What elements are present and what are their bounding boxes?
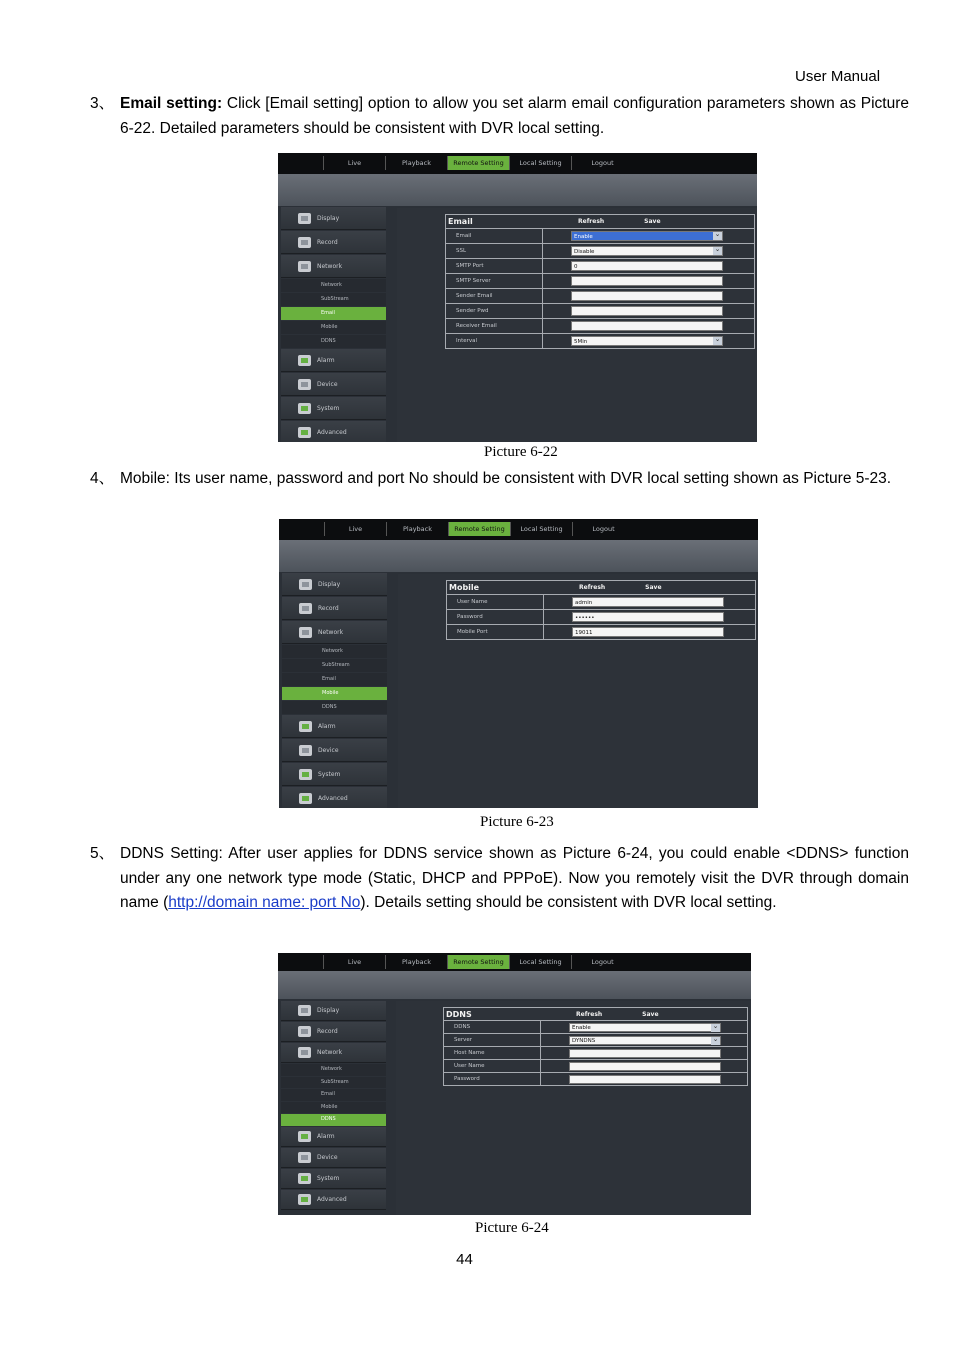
sidebar-label: Device	[317, 380, 338, 388]
dvr-topbar	[278, 153, 757, 174]
sidebar-label: System	[317, 1174, 340, 1182]
sidebar-item-system[interactable]	[282, 763, 387, 786]
refresh-button[interactable]: Refresh	[576, 1010, 603, 1018]
section-ddns	[90, 842, 909, 916]
table-row	[444, 1073, 747, 1085]
table-row	[446, 289, 754, 304]
server-select[interactable]: DYNDNS ⌄	[569, 1036, 721, 1045]
sidebar-label: Advanced	[317, 428, 347, 436]
sidebar-sub-email[interactable]: Email	[282, 673, 387, 686]
system-icon	[299, 769, 312, 780]
tab-logout[interactable]: Logout	[571, 156, 633, 170]
field-label: Password	[447, 610, 544, 624]
receiver-email-input[interactable]	[571, 321, 723, 331]
save-button[interactable]: Save	[642, 1010, 659, 1018]
dvr-screenshot-email	[278, 153, 757, 442]
field-label: Email	[446, 229, 543, 243]
network-icon	[299, 627, 312, 638]
field-label: Interval	[446, 334, 543, 348]
dvr-tab-bar	[324, 522, 634, 536]
sidebar-item-device[interactable]	[282, 739, 387, 762]
sidebar-label: Display	[317, 214, 340, 222]
sidebar-label: Device	[317, 1153, 338, 1161]
field-label: Sender Email	[446, 289, 543, 303]
dvr-topbar	[278, 953, 751, 971]
item-number: 5、	[90, 845, 115, 862]
sidebar-label: Display	[317, 1007, 340, 1014]
sidebar-item-record[interactable]	[281, 1022, 386, 1042]
page-header: User Manual	[795, 68, 881, 85]
sidebar-item-alarm[interactable]	[281, 349, 386, 372]
field-label: User Name	[447, 595, 544, 609]
item-body: ). Details setting should be consistent with DVR local setting.	[360, 894, 777, 911]
network-icon	[298, 261, 311, 272]
table-row	[446, 229, 754, 244]
advanced-icon	[298, 1194, 311, 1205]
dvr-header-band	[279, 540, 758, 572]
table-row	[446, 244, 754, 259]
field-label: Sender Pwd	[446, 304, 543, 318]
sidebar-item-system[interactable]	[281, 397, 386, 420]
dvr-screenshot-mobile	[279, 519, 758, 808]
sidebar-sub-email[interactable]: Email	[281, 1089, 386, 1101]
field-label: Host Name	[444, 1047, 541, 1059]
tab-local-setting[interactable]: Local Setting	[509, 955, 571, 969]
host-name-input[interactable]	[569, 1049, 721, 1058]
email-settings-table	[445, 214, 755, 349]
table-header	[446, 215, 754, 229]
mobile-port-input[interactable]: 19011	[572, 627, 724, 637]
user-name-input[interactable]	[569, 1062, 721, 1071]
table-row	[446, 319, 754, 334]
field-label: SMTP Server	[446, 274, 543, 288]
sidebar-item-record[interactable]	[281, 231, 386, 254]
sender-email-input[interactable]	[571, 291, 723, 301]
sidebar-label: Network	[317, 262, 343, 270]
sidebar-label: Record	[317, 1028, 338, 1035]
ssl-select[interactable]: Disable ⌄	[571, 246, 723, 256]
sidebar-item-device[interactable]	[281, 373, 386, 396]
sidebar-item-display[interactable]	[281, 207, 386, 230]
field-label: Receiver Email	[446, 319, 543, 333]
table-title: Mobile	[449, 583, 480, 592]
caption-picture-6-24: Picture 6-24	[475, 1220, 549, 1236]
sidebar-item-record[interactable]	[282, 597, 387, 620]
network-icon	[298, 1047, 311, 1058]
page-number: 44	[456, 1251, 473, 1268]
item-text: Mobile: Its user name, password and port No should be consistent with DVR local setting shown as Picture 5-23.	[120, 470, 892, 487]
sidebar-sub-substream[interactable]: SubStream	[281, 293, 386, 306]
tab-local-setting[interactable]: Local Setting	[509, 156, 571, 170]
table-title: Email	[448, 217, 473, 226]
email-enable-select[interactable]: Enable ⌄	[571, 231, 723, 241]
sidebar-sub-mobile[interactable]: Mobile	[281, 1102, 386, 1114]
sidebar-label: System	[317, 404, 340, 412]
sidebar-label: Network	[317, 1049, 343, 1056]
smtp-port-input[interactable]: 0	[571, 261, 723, 271]
interval-select[interactable]: 5Min ⌄	[571, 336, 723, 346]
tab-playback[interactable]: Playback	[386, 522, 448, 536]
field-label: SSL	[446, 244, 543, 258]
device-icon	[298, 379, 311, 390]
system-icon	[298, 403, 311, 414]
sidebar-sub-substream[interactable]: SubStream	[282, 659, 387, 672]
dvr-content-panel	[396, 1001, 751, 1215]
tab-logout[interactable]: Logout	[572, 522, 634, 536]
sidebar-item-display[interactable]	[281, 1001, 386, 1021]
sidebar-label: Record	[317, 238, 338, 246]
sidebar-sub-ddns[interactable]: DDNS	[282, 701, 387, 714]
save-button[interactable]: Save	[644, 218, 661, 225]
alarm-icon	[298, 1131, 311, 1142]
dvr-header-band	[278, 174, 757, 206]
tab-remote-setting[interactable]: Remote Setting	[447, 156, 509, 170]
sidebar-label: Advanced	[318, 794, 348, 802]
record-icon	[298, 237, 311, 248]
sidebar-sub-mobile[interactable]: Mobile	[281, 321, 386, 334]
device-icon	[299, 745, 312, 756]
item-body: Click [Email setting] option to allow you set alarm email configuration parameters shown as Picture 6-22. Detailed parameters should be consistent with DVR local setting.	[120, 95, 909, 137]
table-row	[444, 1060, 747, 1073]
sidebar-label: Display	[318, 580, 341, 588]
dvr-sidebar	[282, 573, 387, 808]
dvr-screenshot-ddns	[278, 953, 751, 1215]
sidebar-label: Alarm	[317, 1132, 335, 1140]
item-text	[120, 92, 909, 141]
dvr-topbar	[279, 519, 758, 540]
tab-playback[interactable]: Playback	[385, 156, 447, 170]
advanced-icon	[298, 427, 311, 438]
sidebar-sub-mobile[interactable]: Mobile	[282, 687, 387, 700]
dvr-tab-bar	[323, 156, 633, 170]
dvr-tab-bar	[323, 955, 633, 969]
tab-live[interactable]: Live	[323, 955, 385, 969]
refresh-button[interactable]: Refresh	[579, 584, 606, 591]
sidebar-label: Device	[318, 746, 339, 754]
record-icon	[299, 603, 312, 614]
alarm-icon	[299, 721, 312, 732]
dvr-header-band	[278, 971, 751, 999]
password-input[interactable]	[569, 1075, 721, 1084]
sidebar-item-display[interactable]	[282, 573, 387, 596]
domain-link[interactable]: http://domain name: port No	[168, 894, 361, 911]
display-icon	[299, 579, 312, 590]
table-header	[444, 1008, 747, 1021]
ddns-settings-table	[443, 1007, 748, 1086]
table-row	[446, 274, 754, 289]
table-row	[447, 610, 755, 625]
sidebar-sub-substream[interactable]: SubStream	[281, 1077, 386, 1089]
sidebar-label: Network	[318, 628, 344, 636]
password-input[interactable]: ••••••	[572, 612, 724, 622]
sidebar-item-system[interactable]	[281, 1169, 386, 1189]
table-row	[444, 1047, 747, 1060]
display-icon	[298, 213, 311, 224]
sidebar-item-network[interactable]	[282, 621, 387, 644]
record-icon	[298, 1026, 311, 1037]
sidebar-label: Record	[318, 604, 339, 612]
table-header	[447, 581, 755, 595]
tab-local-setting[interactable]: Local Setting	[510, 522, 572, 536]
caption-picture-6-23: Picture 6-23	[480, 814, 554, 830]
table-row	[444, 1034, 747, 1047]
tab-remote-setting[interactable]: Remote Setting	[448, 522, 510, 536]
table-row	[446, 334, 754, 348]
sidebar-item-alarm[interactable]	[282, 715, 387, 738]
sidebar-label: System	[318, 770, 341, 778]
dvr-sidebar	[281, 1001, 386, 1211]
tab-logout[interactable]: Logout	[571, 955, 633, 969]
item-number: 4、	[90, 470, 115, 487]
table-row	[447, 595, 755, 610]
table-row	[446, 259, 754, 274]
alarm-icon	[298, 355, 311, 366]
item-text	[120, 842, 909, 916]
sidebar-item-alarm[interactable]	[281, 1127, 386, 1147]
table-title: DDNS	[446, 1009, 472, 1019]
sender-pwd-input[interactable]	[571, 306, 723, 316]
device-icon	[298, 1152, 311, 1163]
section-mobile	[90, 467, 909, 492]
tab-playback[interactable]: Playback	[385, 955, 447, 969]
item-lead: Email setting:	[120, 95, 223, 112]
refresh-button[interactable]: Refresh	[578, 218, 605, 225]
sidebar-label: Alarm	[318, 722, 336, 730]
dvr-content-panel	[397, 208, 757, 442]
sidebar-sub-network[interactable]: Network	[282, 645, 387, 658]
table-row	[444, 1021, 747, 1034]
sidebar-label: Advanced	[317, 1195, 347, 1203]
caption-picture-6-22: Picture 6-22	[484, 444, 558, 460]
ddns-enable-select[interactable]: Enable ⌄	[569, 1023, 721, 1032]
item-body: DDNS Setting: After user applies for DDNS service shown as Picture 6-24, you could enable <DDNS> function under any one network type mode (Static, DHCP and PPPoE). Now you remotely visit the DVR through domain name (	[120, 845, 909, 911]
sidebar-item-network[interactable]	[281, 1043, 386, 1063]
field-label: SMTP Port	[446, 259, 543, 273]
field-label: DDNS	[444, 1021, 541, 1033]
dvr-content-panel	[398, 574, 758, 808]
user-name-input[interactable]: admin	[572, 597, 724, 607]
advanced-icon	[299, 793, 312, 804]
sidebar-label: Alarm	[317, 356, 335, 364]
section-email-setting	[90, 92, 909, 141]
sidebar-item-advanced[interactable]	[281, 421, 386, 442]
field-label: Mobile Port	[447, 625, 544, 639]
sidebar-sub-ddns[interactable]: DDNS	[281, 335, 386, 348]
tab-live[interactable]: Live	[324, 522, 386, 536]
table-row	[446, 304, 754, 319]
sidebar-sub-network[interactable]: Network	[281, 279, 386, 292]
sidebar-item-network[interactable]	[281, 255, 386, 278]
sidebar-item-advanced[interactable]	[281, 1190, 386, 1210]
sidebar-sub-ddns[interactable]: DDNS	[281, 1114, 386, 1126]
display-icon	[298, 1005, 311, 1016]
dvr-sidebar	[281, 207, 386, 442]
item-number: 3、	[90, 95, 115, 112]
field-label: Password	[444, 1073, 541, 1085]
tab-live[interactable]: Live	[323, 156, 385, 170]
field-label: Server	[444, 1034, 541, 1046]
mobile-settings-table	[446, 580, 756, 640]
field-label: User Name	[444, 1060, 541, 1072]
smtp-server-input[interactable]	[571, 276, 723, 286]
sidebar-sub-email[interactable]: Email	[281, 307, 386, 320]
table-row	[447, 625, 755, 639]
sidebar-item-advanced[interactable]	[282, 787, 387, 808]
system-icon	[298, 1173, 311, 1184]
sidebar-sub-network[interactable]: Network	[281, 1064, 386, 1076]
tab-remote-setting[interactable]: Remote Setting	[447, 955, 509, 969]
sidebar-item-device[interactable]	[281, 1148, 386, 1168]
save-button[interactable]: Save	[645, 584, 662, 591]
